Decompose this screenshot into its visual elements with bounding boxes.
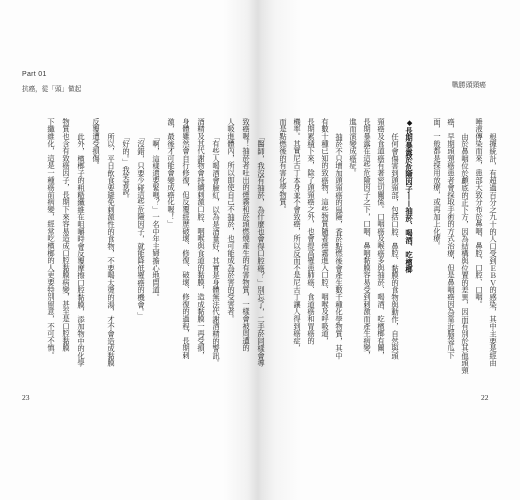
text-column: 有數十種已知的致癌物，這些物質隨著煙霧進入口腔、咽喉及呼吸道， [321,118,330,345]
page-number: 23 [22,393,30,402]
text-column: 「沒錯，只要少碰這些危險因子，就能降低罹癌的機會。」 [137,132,146,319]
text-column: 「醫師，我沒有抽菸，為什麼也會得口腔癌？」別忘了，二手菸同樣會導 [257,132,266,367]
paragraph [472,118,500,376]
part-label: Part 01 [22,71,47,78]
paragraph [89,118,119,376]
text-column: 頸癌及食道癌有著密切關係。口咽癌及喉癌多與抽菸、喝酒、吃檳榔有關， [377,118,386,359]
text-column: 面，一般都是採用放療，或再加上化療。 [433,118,442,250]
paragraph [119,118,134,376]
text-column: 下纖維化，這是一種癌前病變，經常吃檳榔的人更要特別留意，不可不慎。 [47,118,56,359]
text-column: 酒精及其代謝物會持續刺激口腔、咽喉與食道的黏膜，造成黏膜一再受損， [197,118,206,359]
text-column: 「好的。」我笑著說。 [122,132,131,202]
text-column: 所以，平日飲食要避免刺激性的食物，不要喝太燙的湯，才不會造成黏膜 [107,132,116,367]
page-number: 22 [481,393,489,402]
paragraph [134,118,149,376]
right-page [258,0,520,500]
text-column: 激，最後才可能會變成癌化喔！」 [167,118,176,228]
paragraph [346,118,402,376]
text-column: 此外，檳榔子的粗糙纖維在咀嚼時會反覆摩擦口腔黏膜，添加物中的化學 [77,132,86,367]
text-column: 長期暴露在這些危險因子之下，口咽、鼻咽黏膜容易受到刺激而產生病變， [363,118,372,359]
paragraph [44,118,89,376]
section-heading: ◆長期暴露於危險因子——抽菸、喝酒、吃檳榔 [405,118,414,273]
text-column: 身體雖然會自行修復，但反覆經歷破壞、修復、破壞、修復的過程，長期刺 [182,118,191,359]
text-column: 長期累積下來，除了頭頸癌之外，也會提高罹患肺癌、食道癌和胃癌的 [307,118,316,345]
text-column: 致癌喔！抽菸者吐出的煙霧和菸頭燃燒產生的有害物質，一樣會被周遭的 [242,118,251,352]
body-text [276,118,500,376]
text-column: 唾液傳染而來，患部大致分布於鼻咽、鼻腔、口腔、口咽。 [475,118,484,308]
paragraph [430,118,472,376]
running-head: 戰勝頭頸癌 [452,81,486,89]
text-column: 任何會傷害到頭頸部，包括口腔、鼻腔、黏膜的食物與動作，自然與頭 [391,132,400,359]
text-column: 進而演變成癌症。 [349,118,358,177]
text-column: 而是點燃後的有害化學物質。 [279,118,288,213]
section-spacer [416,118,430,376]
text-column: 機率。其實尼古丁本身並不會致癌，所以反而不是尼古丁讓人得到癌症， [293,118,302,352]
text-column: 癌，早期頭頸癌患者會採取手術的方式治療，但是鼻咽癌因為靠近腦袋瓜下 [447,118,456,359]
paragraph [149,118,164,376]
text-column: 物質也含有致癌因子，長期下來容易造成口腔黏膜病變，甚至是口腔黏膜 [62,118,71,352]
body-text [44,118,269,376]
paragraph [164,118,224,376]
chapter-title: 抗癌，從「頭」做起 [22,85,82,93]
text-column: 人吸進體內，所以即使自己不抽菸，也可能成為菸害的受害者。 [227,118,236,323]
text-column: 抽菸不只增加頭頸癌的風險，香菸點燃後會產生數千種化學物質，其中 [335,132,344,359]
paragraph [276,118,346,376]
text-column: 「有些人喝酒會臉紅，以為是酒量好，其實是身體無法代謝酒精的警訊。 [212,132,221,367]
text-column: 反覆遭受損傷。 [92,118,101,170]
text-column: 由於鼻咽位於顱底的正下方，因為結構與位置的差異，因而有別於其他頭頸 [461,132,470,374]
text-column: 根據統計，有超過百分之九十的人口受到ＥＢＶ的感染，其中主要是經由 [489,132,498,367]
text-column: 「啊，這樣還要緊嗎？」一名中年主婦擔心地問道。 [152,132,161,301]
